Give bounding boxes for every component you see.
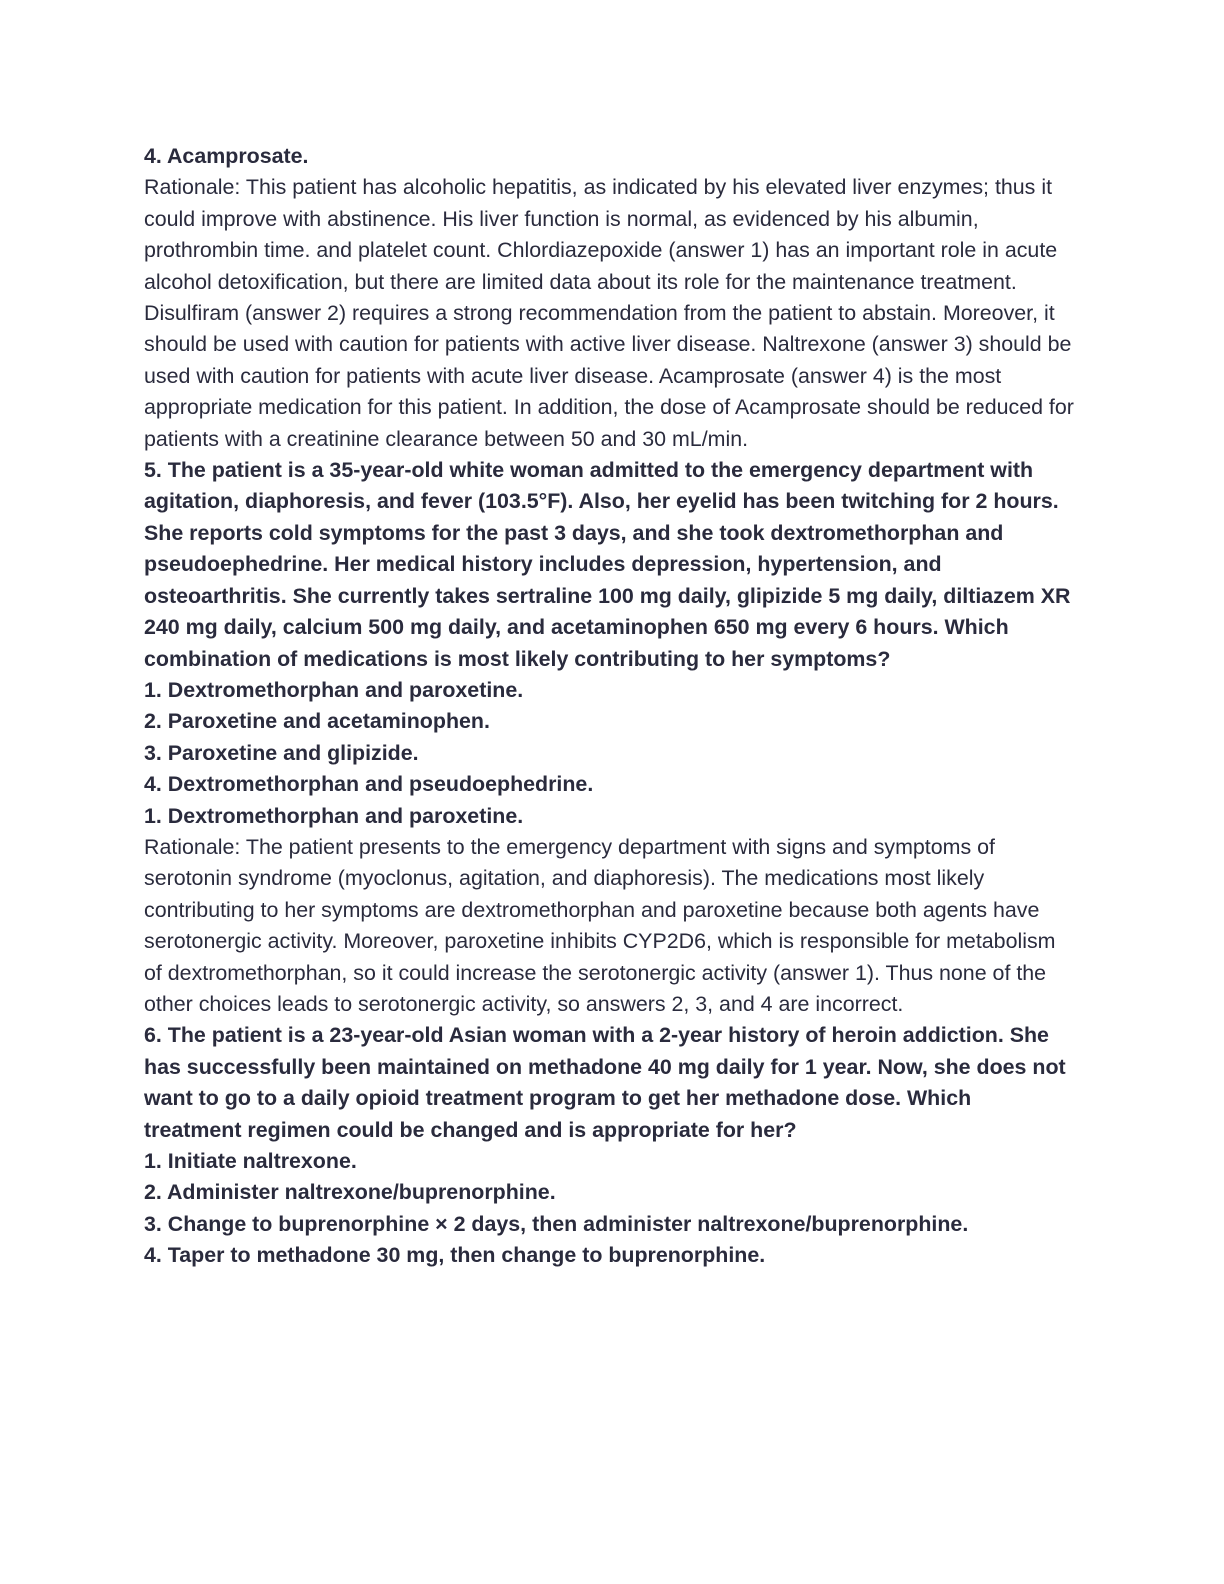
q4-answer: 4. Acamprosate. bbox=[144, 144, 309, 168]
q5-question: 5. The patient is a 35-year-old white woman admitted to the emergency department with agitation, diaphoresis, and fever (103.5°F). Also, her eyelid has been twitching for 2 hours. She reports cold symptoms for the past 3 days, and she took dextromethorphan and pseudoephedrine. Her medical history includes depression, hypertension, and osteoarthritis. She currently takes sertraline 100 mg daily, glipizide 5 mg daily, diltiazem XR 240 mg daily, calcium 500 mg daily, and acetaminophen 650 mg every 6 hours. Which combination of medications is most likely contributing to her symptoms? bbox=[144, 458, 1071, 671]
q5-rationale: Rationale: The patient presents to the emergency department with signs and symptoms of serotonin syndrome (myoclonus, agitation, and diaphoresis). The medications most likely contributing to her symptoms are dextromethorphan and paroxetine because both agents have serotonergic activity. Moreover, paroxetine inhibits CYP2D6, which is responsible for metabolism of dextromethorphan, so it could increase the serotonergic activity (answer 1). Thus none of the other choices leads to serotonergic activity, so answers 2, 3, and 4 are incorrect. bbox=[144, 834, 1056, 1016]
q6-question: 6. The patient is a 23-year-old Asian woman with a 2-year history of heroin addiction. She has successfully been maintained on methadone 40 mg daily for 1 year. Now, she does not want to go to a daily opioid treatment program to get her methadone dose. Which treatment regimen could be changed and is appropriate for her? bbox=[144, 1023, 1066, 1142]
q6-option-1: 1. Initiate naltrexone. bbox=[144, 1149, 357, 1173]
q6-option-3: 3. Change to buprenorphine × 2 days, then administer naltrexone/buprenorphine. bbox=[144, 1211, 969, 1236]
q5-option-3: 3. Paroxetine and glipizide. bbox=[144, 740, 419, 765]
q5-option-4: 4. Dextromethorphan and pseudoephedrine. bbox=[144, 772, 594, 797]
q5-answer: 1. Dextromethorphan and paroxetine. bbox=[144, 803, 524, 828]
q5-option-2: 2. Paroxetine and acetaminophen. bbox=[144, 709, 490, 734]
q6-option-2: 2. Administer naltrexone/buprenorphine. bbox=[144, 1180, 556, 1205]
q5-option-1: 1. Dextromethorphan and paroxetine. bbox=[144, 677, 524, 702]
q6-option-4: 4. Taper to methadone 30 mg, then change to buprenorphine. bbox=[144, 1243, 766, 1268]
document-page bbox=[144, 141, 1074, 1272]
q4-rationale: Rationale: This patient has alcoholic hepatitis, as indicated by his elevated liver enzymes; thus it could improve with abstinence. His liver function is normal, as evidenced by his albumin, prothrombin time. and platelet count. Chlordiazepoxide (answer 1) has an important role in acute alcohol detoxification, but there are limited data about its role for the maintenance treatment. Disulfiram (answer 2) requires a strong recommendation from the patient to abstain. Moreover, it should be used with caution for patients with active liver disease. Naltrexone (answer 3) should be used with caution for patients with acute liver disease. Acamprosate (answer 4) is the most appropriate medication for this patient. In addition, the dose of Acamprosate should be reduced for patients with a creatinine clearance between 50 and 30 mL/min. bbox=[144, 175, 1074, 451]
